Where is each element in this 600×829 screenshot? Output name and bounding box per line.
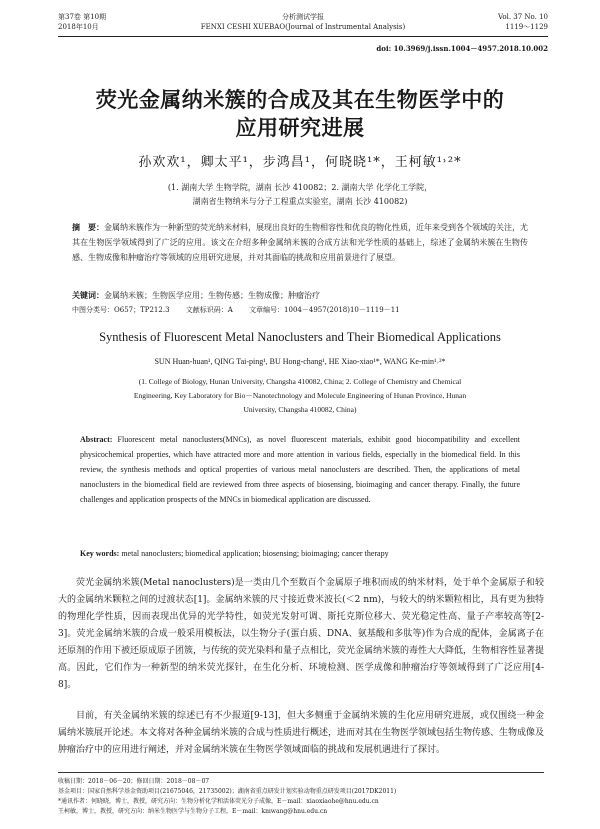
- keywords-english: [80, 549, 520, 558]
- header-vol-en: Vol. 37 No. 10: [497, 13, 548, 21]
- keywords-cn-label: 关键词：: [72, 290, 104, 300]
- title-cn-line2: 应用研究进展: [235, 115, 365, 140]
- footnote: [58, 772, 544, 817]
- authors-chinese: 孙欢欢¹，卿太平¹，步鸿昌¹，何晓晓¹*，王柯敏¹˒²*: [138, 155, 462, 170]
- abstract-cn-text: 金属纳米簇作为一种新型的荧光纳米材料，展现出良好的生物相容性和优良的物化性质，近年来受到各个领域的关注，尤其在生物医学领域得到了广泛的应用。该文在介绍多种金属纳米簇的合成方法和光学性质的基础上，综述了金属纳米簇在生物传感、生物成像和肿瘤治疗等领域的应用研究进展，并对其面临的挑战和应用前景进行了展望。: [72, 223, 528, 262]
- footnote-received: 收稿日期：2018－06－20；修回日期：2018－08－07: [58, 778, 210, 785]
- header-journal-cn: 分析测试学报: [282, 13, 324, 21]
- header-center: [58, 12, 548, 32]
- abstract-cn-label: 摘 要：: [72, 222, 104, 232]
- affil-en-line1: (1. College of Biology, Hunan University, Changsha 410082, China; 2. College of Chemistry and Chemical: [138, 377, 462, 386]
- header-pages: 1119～1129: [505, 23, 548, 31]
- classification-line: [72, 305, 528, 315]
- document-code: 文献标识码：A: [185, 306, 233, 314]
- class-number: 中图分类号：O657；TP212.3: [72, 306, 170, 314]
- doi: doi: 10.3969/j.issn.1004－4957.2018.10.002: [376, 44, 548, 53]
- affil-en-line2: Engineering, Key Laboratory for Bio－Nanotechnology and Molecule Engineering of Hunan Province, Hunan: [133, 391, 467, 400]
- abstract-en-label: Abstract:: [80, 435, 113, 444]
- header-journal-en: FENXI CESHI XUEBAO(Journal of Instrumental Analysis): [200, 23, 406, 31]
- header-date: 2018年10月: [58, 23, 99, 31]
- affiliation-english: [80, 375, 520, 417]
- title-cn-line1: 荧光金属纳米簇的合成及其在生物医学中的: [95, 87, 505, 112]
- header-right: [498, 12, 548, 32]
- keywords-en-label: Key words:: [80, 549, 120, 558]
- title-english: Synthesis of Fluorescent Metal Nanoclusters and Their Biomedical Applications: [99, 330, 501, 344]
- keywords-cn-text: 金属纳米簇；生物医学应用；生物传感；生物成像；肿瘤治疗: [104, 291, 320, 300]
- abstract-chinese: [72, 220, 528, 265]
- running-header: [58, 12, 548, 37]
- footnote-author-2: 王柯敏，博士，教授，研究方向：纳米生物医学与生物分子工程，E－mail：kmwang@hnu.edu.cn: [58, 808, 328, 815]
- footnote-funding: 基金项目：国家自然科学基金资助项目(21675046，21735002)；湖南省重点研发计划实验动物重点研发项目(2017DK2011): [58, 788, 397, 795]
- title-chinese: [50, 86, 550, 142]
- affil-en-line3: University, Changsha 410082, China): [243, 405, 357, 414]
- header-volume: 第37卷 第10期: [58, 13, 107, 21]
- keywords-en-text: metal nanoclusters; biomedical application; biosensing; bioimaging; cancer therapy: [121, 549, 389, 558]
- body-paragraph-1: 荧光金属纳米簇(Metal nanoclusters)是一类由几个至数百个金属原子堆积而成的纳米材料，处于单个金属原子和较大的金属纳米颗粒之间的过渡状态[1]。金属纳米簇的尺寸接近费米波长(＜2 nm)，与较大的纳米颗粒相比，具有更为独特的物理化学性质，因而表现出优异的光学特性，如荧光发射可调、斯托克斯位移大、荧光稳定性高、量子产率较高等[2-3]。荧光金属纳米簇的合成一般采用模板法，以生物分子(蛋白质、DNA、氨基酸和多肽等)作为合成的配体，金属离子在还原剂的作用下被还原成原子团簇，与传统的荧光染料和量子点相比，荧光金属纳米簇的毒性大大降低，生物相容性显著提高。因此，它们作为一种新型的纳米荧光探针，在生化分析、环境检测、医学成像和肿瘤治疗等领域得到了广泛应用[4-8]。: [58, 578, 545, 690]
- affil-cn-line1: (1. 湖南大学 生物学院，湖南 长沙 410082；2. 湖南大学 化学化工学院，: [167, 183, 433, 192]
- abstract-en-text: Fluorescent metal nanoclusters(MNCs), as novel fluorescent materials, exhibit good biocompatibility and excellent physicochemical properties, which have attracted more and more attention in various fields, especially in the biomedical field. In this review, the synthesis methods and optical properties of various metal nanoclusters are described. Then, the applications of metal nanoclusters in the biomedical field are reviewed from three aspects of biosensing, bioimaging and cancer therapy. Finally, the future challenges and application prospects of the MNCs in biomedical application are discussed.: [80, 435, 521, 504]
- keywords-chinese: [72, 290, 528, 301]
- footnote-author-1: *通讯作者：何晓晓，博士，教授，研究方向：生物分析化学和活体荧光分子成像，E－mail：xiaoxiaohe@hnu.edu.cn: [58, 798, 379, 805]
- affil-cn-line2: 湖南省生物纳米与分子工程重点实验室，湖南 长沙 410082): [192, 197, 408, 206]
- body-paragraph-2: 目前，有关金属纳米簇的综述已有不少报道[9-13]，但大多侧重于金属纳米簇的生化应用研究进展，或仅围绕一种金属纳米簇展开论述。本文将对各种金属纳米簇的合成与性质进行概述，进而对其在生物医学领域包括生物传感、生物成像及肿瘤治疗中的应用进行阐述，并对金属纳米簇在生物医学领域面临的挑战和发展机遇进行了探讨。: [58, 711, 545, 755]
- abstract-english: [80, 432, 520, 507]
- authors-english: SUN Huan-huan¹, QING Tai-ping¹, BU Hong-chang¹, HE Xiao-xiao¹*, WANG Ke-min¹˒²*: [154, 357, 446, 366]
- article-number: 文章编号：1004－4957(2018)10－1119－11: [249, 306, 400, 314]
- affiliation-chinese: [70, 181, 530, 209]
